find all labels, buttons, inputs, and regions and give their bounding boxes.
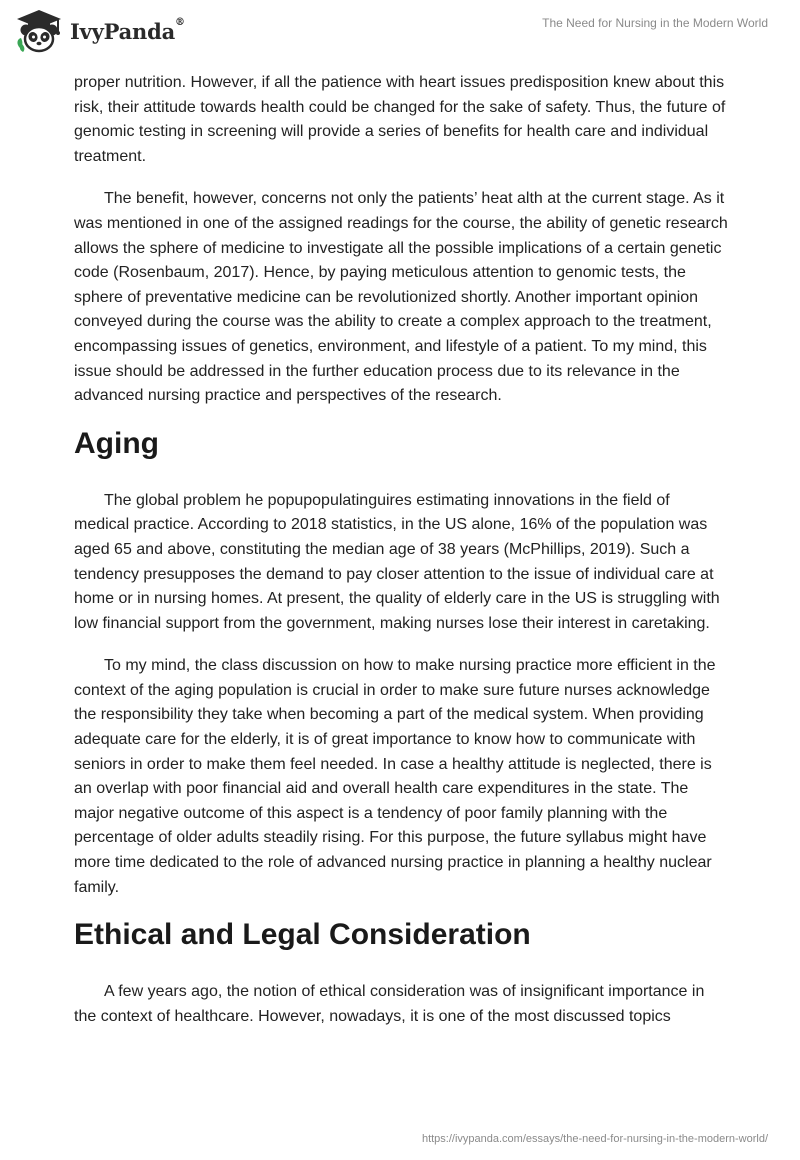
heading-ethical-legal: Ethical and Legal Consideration bbox=[74, 918, 531, 952]
page-header bbox=[0, 0, 800, 66]
article-body bbox=[74, 71, 728, 1047]
panda-graduate-icon bbox=[14, 8, 64, 54]
paragraph-5: A few years ago, the notion of ethical consideration was of insignificant importance in the context of healthcare. However, nowadays, it is one of the most discussed topics bbox=[74, 983, 705, 1025]
paragraph-4: To my mind, the class discussion on how to make nursing practice more efficient in the context of the aging population is crucial in order to make sure future nurses acknowledge the responsibility they take when becoming a part of the medical system. When providing adequate care for the elderly, it is of great importance to know how to communicate with seniors in order to make them feel needed. In case a healthy attitude is neglected, there is an overlap with poor financial aid and overall health care expenditures in the state. The major negative outcome of this aspect is a tendency of poor family planning with the percentage of older adults steadily rising. For this purpose, the future syllabus might have more time dedicated to the role of advanced nursing practice in planning a healthy nuclear family. bbox=[74, 657, 716, 896]
paragraph-2: The benefit, however, concerns not only the patients’ heat alth at the current stage. As it was mentioned in one of the assigned readings for the course, the ability of genetic research allows the sphere of medicine to investigate all the possible implications of a certain genetic code (Rosenbaum, 2017). Hence, by paying meticulous attention to genomic tests, the sphere of preventative medicine can be revolutionized shortly. Another important opinion conveyed during the course was the ability to create a complex approach to the treatment, encompassing issues of genetics, environment, and lifestyle of a patient. To my mind, this issue should be addressed in the further education process due to its relevance in the advanced nursing practice and perspectives of the research. bbox=[74, 190, 728, 405]
source-url[interactable]: https://ivypanda.com/essays/the-need-for-nursing-in-the-modern-world/ bbox=[421, 1133, 768, 1145]
document-title: The Need for Nursing in the Modern World bbox=[542, 16, 768, 30]
paragraph-1: proper nutrition. However, if all the patience with heart issues predisposition knew about this risk, their attitude towards health could be changed for the sake of safety. Thus, the future of genomic testing in screening will provide a series of benefits for health care and individual treatment. bbox=[74, 74, 726, 165]
heading-aging: Aging bbox=[74, 426, 159, 460]
ivypanda-logo[interactable] bbox=[14, 8, 185, 54]
paragraph-3: The global problem he popupopulatinguires estimating innovations in the field of medical practice. According to 2018 statistics, in the US alone, 16% of the population was aged 65 and above, constituting the median age of 38 years (McPhillips, 2019). Such a tendency presupposes the demand to pay closer attention to the issue of individual care at home or in nursing homes. At present, the quality of elderly care in the US is struggling with low financial support from the government, making nurses lose their interest in caretaking. bbox=[74, 491, 720, 632]
brand-name: IvyPanda® bbox=[70, 16, 185, 44]
